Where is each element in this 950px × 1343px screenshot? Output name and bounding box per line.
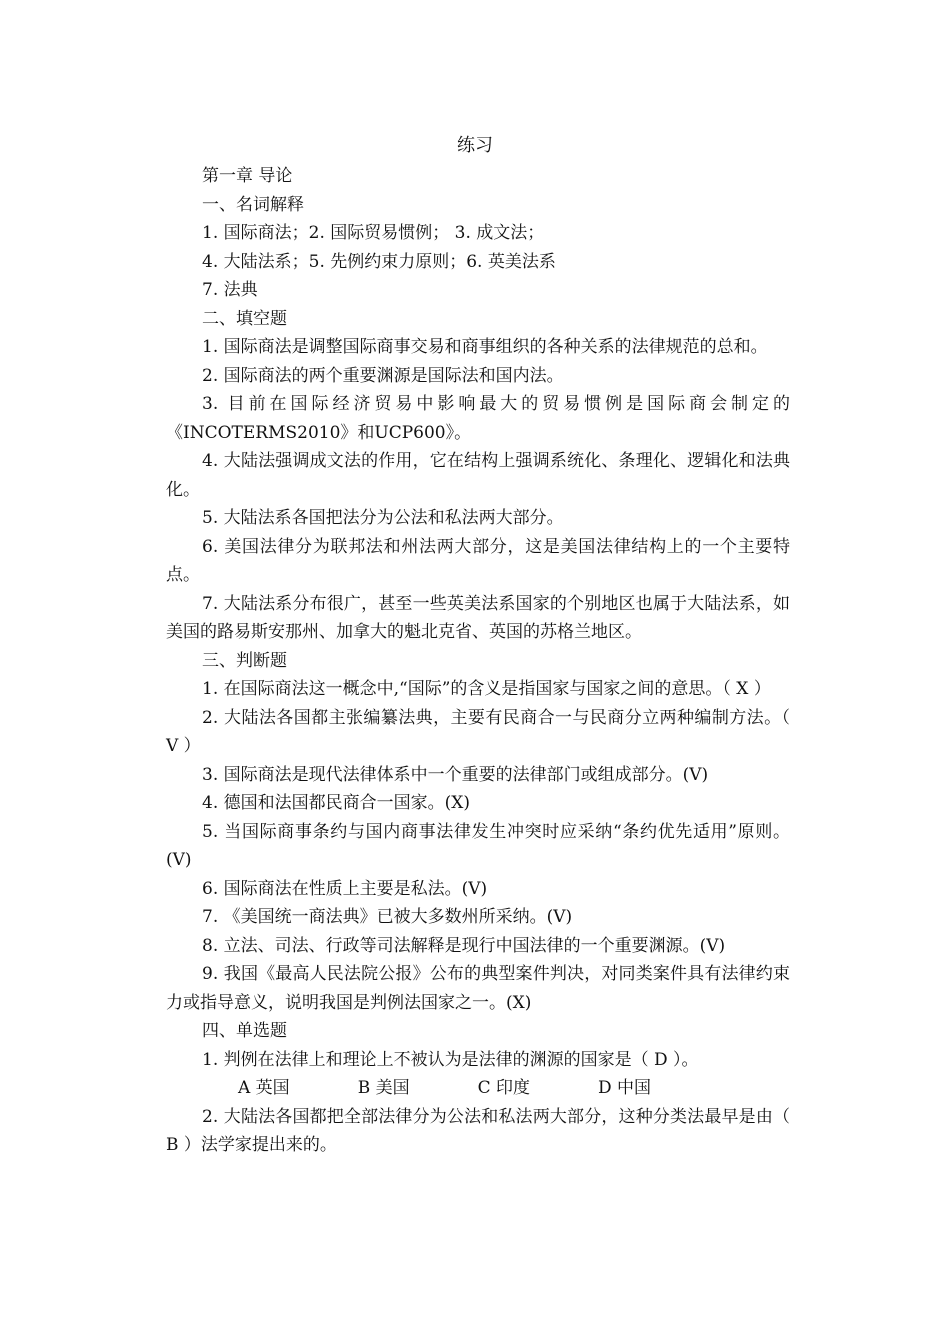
option-d: D 中国 <box>598 1078 652 1098</box>
option-a: A 英国 <box>238 1078 290 1098</box>
paragraph: 4. 大陆法强调成文法的作用，它在结构上强调系统化、条理化、逻辑化和法典化。 <box>166 451 790 500</box>
chapter-heading: 第一章 导论 <box>202 166 293 186</box>
document-body <box>166 162 790 1160</box>
paragraph: 2. 大陆法各国都把全部法律分为公法和私法两大部分，这种分类法最早是由（ B ）法学家提出来的。 <box>166 1106 790 1155</box>
paragraph: 4. 德国和法国都民商合一国家。(X) <box>202 793 470 813</box>
paragraph: 2. 大陆法各国都主张编纂法典，主要有民商合一与民商分立两种编制方法。（ V ） <box>166 707 790 756</box>
paragraph: 3. 目前在国际经济贸易中影响最大的贸易惯例是国际商会制定的《INCOTERMS2010》和UCP600》。 <box>166 394 790 443</box>
section-heading: 四、单选题 <box>202 1021 287 1041</box>
section-heading: 一、名词解释 <box>202 194 304 215</box>
paragraph: 2. 国际商法的两个重要渊源是国际法和国内法。 <box>202 365 564 386</box>
paragraph: 1. 国际商法；2. 国际贸易惯例； 3. 成文法； <box>202 223 545 243</box>
paragraph: 6. 美国法律分为联邦法和州法两大部分，这是美国法律结构上的一个主要特点。 <box>166 536 790 585</box>
paragraph: 4. 大陆法系；5. 先例约束力原则；6. 英美法系 <box>202 251 556 272</box>
paragraph: 5. 大陆法系各国把法分为公法和私法两大部分。 <box>202 508 564 528</box>
section-heading: 二、填空题 <box>202 308 287 329</box>
paragraph: 1. 判例在法律上和理论上不被认为是法律的渊源的国家是（ D ）。 <box>202 1049 699 1070</box>
option-c: C 印度 <box>477 1078 531 1098</box>
document-title: 练习 <box>457 135 493 156</box>
section-heading: 三、判断题 <box>202 650 287 671</box>
paragraph: 7. 大陆法系分布很广，甚至一些英美法系国家的个别地区也属于大陆法系，如美国的路易斯安那州、加拿大的魁北克省、英国的苏格兰地区。 <box>166 593 790 642</box>
paragraph: 7. 法典 <box>202 280 258 300</box>
paragraph: 1. 国际商法是调整国际商事交易和商事组织的各种关系的法律规范的总和。 <box>202 337 768 357</box>
paragraph: 6. 国际商法在性质上主要是私法。(V) <box>202 878 488 899</box>
paragraph: 9. 我国《最高人民法院公报》公布的典型案件判决，对同类案件具有法律约束力或指导意义，说明我国是判例法国家之一。(X) <box>166 964 790 1013</box>
paragraph: 7. 《美国统一商法典》已被大多数州所采纳。(V) <box>202 907 573 927</box>
paragraph: 3. 国际商法是现代法律体系中一个重要的法律部门或组成部分。(V) <box>202 764 709 785</box>
option-b: B 美国 <box>357 1078 410 1098</box>
paragraph: 5. 当国际商事条约与国内商事法律发生冲突时应采纳“条约优先适用”原则。(V) <box>166 821 790 870</box>
paragraph: 8. 立法、司法、行政等司法解释是现行中国法律的一个重要渊源。(V) <box>202 935 726 956</box>
paragraph: 1. 在国际商法这一概念中,“国际”的含义是指国家与国家之间的意思。（ X ） <box>202 679 771 699</box>
answer-options <box>166 1074 790 1103</box>
